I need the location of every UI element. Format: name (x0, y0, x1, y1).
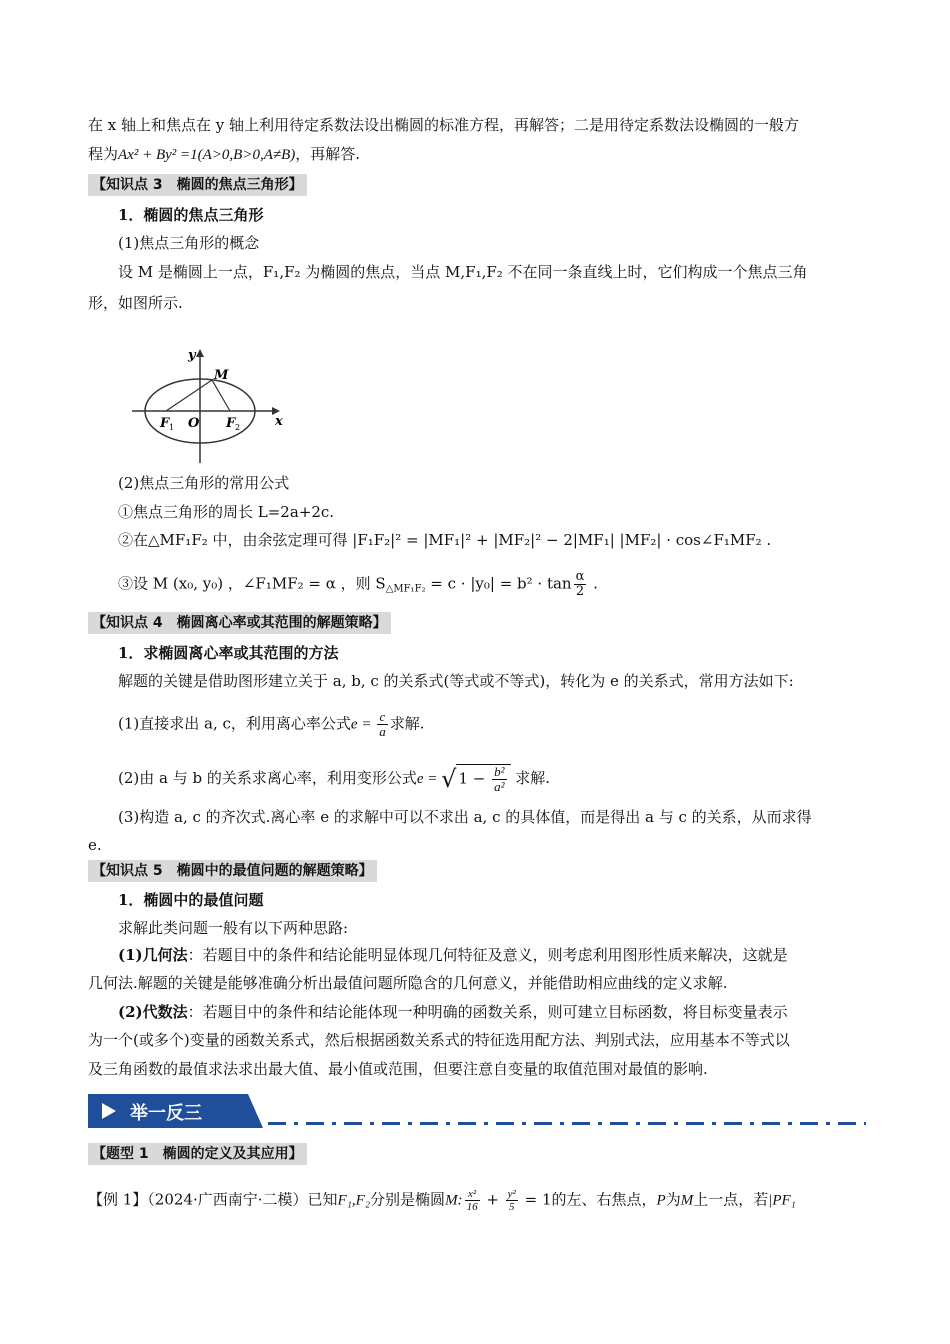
text: ，再解答. (295, 145, 361, 163)
example-line: 【例 1】（2024·广西南宁·二模）已知F₁,F₂分别是椭圆M: $\frac{\text{x²}}{16}$ + $\frac{\text{y²}}{5}$ = 1的左、右焦点，P为M上一点，若|PF₁ (88, 1188, 796, 1213)
section-header-kp4: 【知识点 4 椭圆离心率或其范围的解题策略】 (88, 612, 391, 634)
section-header-kp3: 【知识点 3 椭圆的焦点三角形】 (88, 174, 307, 196)
text: e = (416, 771, 442, 787)
origin-label: O (188, 416, 200, 431)
text: ：若题目中的条件和结论能体现一种明确的函数关系，则可建立目标函数，将目标变量表示 (187, 1003, 788, 1021)
paragraph-line (88, 143, 878, 166)
method-label: (2)代数法 (118, 1003, 188, 1021)
point-m-label: M (214, 368, 229, 383)
fraction: $\frac{c}{a}$ (379, 709, 386, 739)
paragraph-line: 及三角函数的最值求法求出最大值、最小值或范围，但要注意自变量的取值范围对最值的影响. (88, 1060, 708, 1078)
subheading: 1．求椭圆离心率或其范围的方法 (118, 644, 339, 662)
text: 分别是椭圆 (370, 1190, 446, 1209)
paragraph-line: 几何法.解题的关键是能够准确分析出最值问题所隐含的几何意义，并能借助相应曲线的定义求解. (88, 974, 728, 992)
segment-mf2 (212, 380, 230, 411)
f1-label: F (160, 416, 170, 431)
text: ③设 M (x₀, y₀) ，∠F₁MF₂ = α ，则 S (118, 574, 386, 593)
text: 的左、右焦点， (551, 1190, 657, 1209)
formula-line (118, 570, 908, 601)
paragraph-line: e. (88, 836, 102, 854)
subheading: 1．椭圆中的最值问题 (118, 891, 264, 909)
method-line (118, 764, 908, 794)
paragraph-line (118, 944, 908, 966)
y-axis-arrow-icon (196, 349, 204, 357)
segment-mf1 (166, 380, 212, 411)
text: ：若题目中的条件和结论能明显体现几何特征及意义，则考虑利用图形性质来解决，这就是 (187, 946, 788, 964)
method-line: (3)构造 a, c 的齐次式.离心率 e 的求解中可以不求出 a, c 的具体值，而是得出 a 与 c 的关系，从而求得 (118, 808, 812, 826)
f2-subscript: 2 (235, 423, 241, 432)
text: . (588, 574, 598, 593)
dash-divider (268, 1122, 866, 1125)
subheading: (1)焦点三角形的概念 (118, 234, 260, 252)
text: e = (350, 716, 376, 733)
text: (2)由 a 与 b 的关系求离心率，利用变形公式 (118, 769, 417, 787)
paragraph-line: 形，如图所示. (88, 294, 183, 312)
subheading: (2)焦点三角形的常用公式 (118, 474, 290, 492)
text: 程为 (88, 145, 119, 163)
fraction: $\frac{\text{y²}}{5}$ (507, 1188, 516, 1213)
y-label: y (188, 348, 196, 363)
text: 求解. (510, 769, 551, 787)
fraction: $\frac{\alpha}{2}$ (575, 569, 585, 599)
text: 【例 1】（2024·广西南宁·二模）已知 (88, 1190, 338, 1209)
formula-line: ②在△MF₁F₂ 中，由余弦定理可得 |F₁F₂|² = |MF₁|² + |MF₂|² − 2|MF₁| |MF₂| · cos∠F₁MF₂ . (118, 531, 772, 549)
f2-label: F (226, 416, 236, 431)
text: (1)直接求出 a, c，利用离心率公式 (118, 714, 351, 733)
math: M: (445, 1192, 463, 1209)
subscript: △MF₁F₂ (385, 583, 426, 595)
paragraph-line: 设 M 是椭圆上一点，F₁,F₂ 为椭圆的焦点，当点 M,F₁,F₂ 不在同一条直线上时，它们构成一个焦点三角 (118, 263, 808, 281)
paragraph-line: 求解此类问题一般有以下两种思路: (118, 919, 349, 937)
section-header-type1: 【题型 1 椭圆的定义及其应用】 (88, 1143, 307, 1165)
paragraph-line: 为一个(或多个)变量的函数关系式，然后根据函数关系式的特征选用配方法、判别式法，应用基本不等式以 (88, 1031, 790, 1049)
section-header-kp5: 【知识点 5 椭圆中的最值问题的解题策略】 (88, 860, 377, 882)
subheading: 1．椭圆的焦点三角形 (118, 206, 264, 224)
method-line (118, 710, 908, 739)
paragraph-line (118, 1001, 908, 1023)
text: = c · |y₀| = b² · tan (425, 574, 572, 593)
paragraph-line: 在 x 轴上和焦点在 y 轴上利用待定系数法设出椭圆的标准方程，再解答；二是用待定系数法设椭圆的一般方 (88, 116, 800, 134)
x-label: x (275, 414, 283, 429)
paragraph-line: 解题的关键是借助图形建立关于 a, b, c 的关系式(等式或不等式)，转化为 e 的关系式，常用方法如下: (118, 672, 794, 690)
fraction: $\frac{\text{x²}}{16}$ (466, 1188, 478, 1213)
equation: Ax² + By² =1(A>0,B>0,A≠B) (118, 147, 296, 163)
banner-title: 举一反三 (130, 1103, 202, 1124)
ellipse-figure (130, 345, 290, 465)
method-label: (1)几何法 (118, 946, 188, 964)
formula-line: ①焦点三角形的周长 L=2a+2c. (118, 503, 335, 521)
sqrt-expression: √ 1 − $\frac{\text{b²}}{\text{a²}}$ (441, 764, 510, 794)
math: F₁,F₂ (337, 1192, 371, 1209)
text: 求解. (389, 714, 425, 733)
f1-subscript: 1 (169, 423, 175, 432)
